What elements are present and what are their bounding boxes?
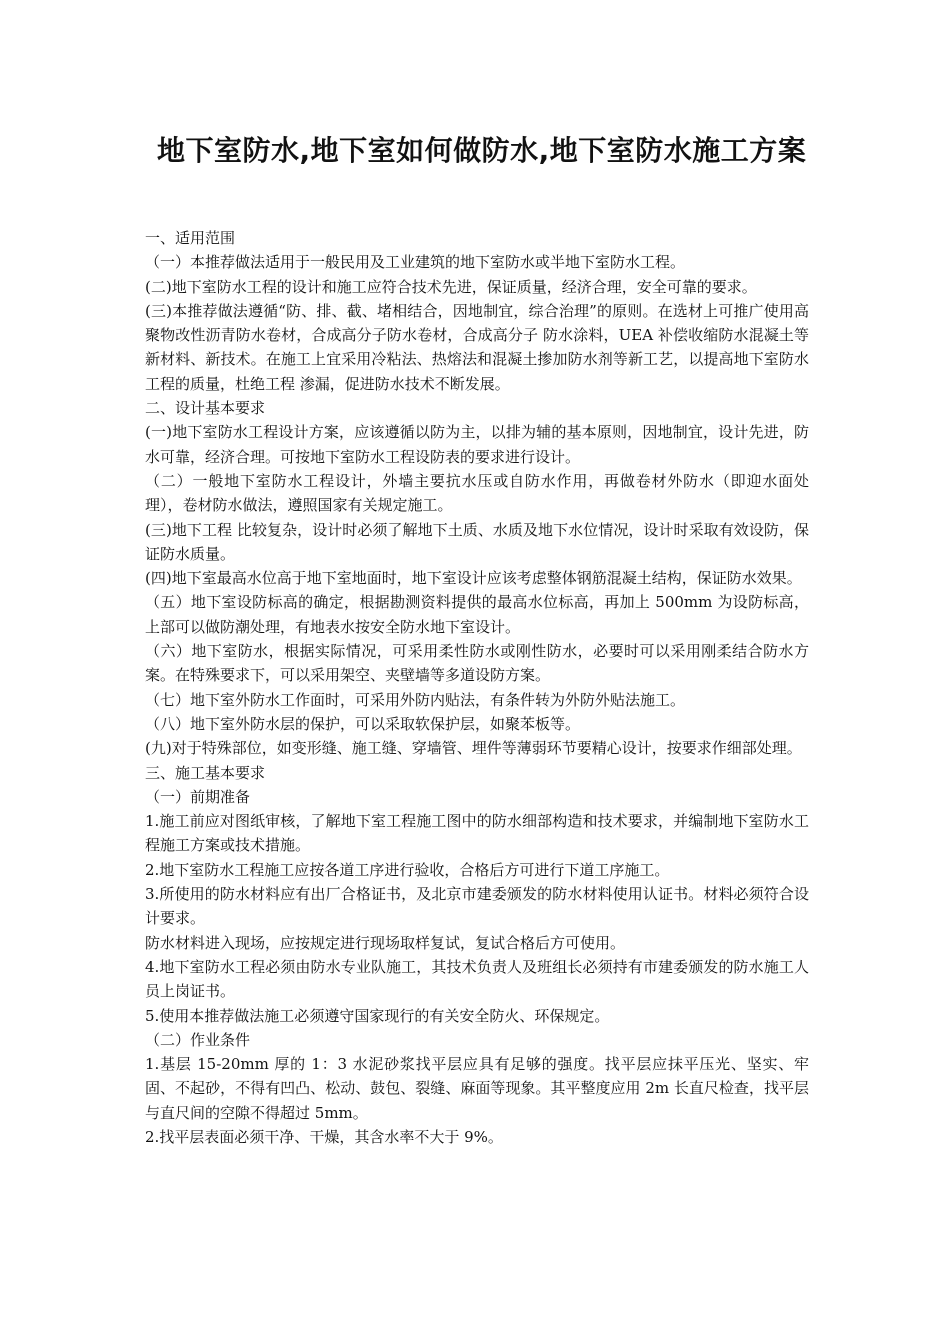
paragraph: (一)地下室防水工程设计方案，应该遵循以防为主，以排为辅的基本原则，因地制宜，设计先进，防水可靠，经济合理。可按地下室防水工程设防表的要求进行设计。 <box>145 423 809 466</box>
paragraph: (三)本推荐做法遵循“防、排、截、堵相结合，因地制宜，综合治理”的原则。在选材上可推广使用高聚物改性沥青防水卷材，合成高分子防水卷材，合成高分子 防水涂料，UEA 补偿收缩防水混凝土等新材料、新技术。在施工上宜采用冷粘法、热熔法和混凝土掺加防水剂等新工艺，以提高地下室防水工程的质量，杜绝工程 渗漏，促进防水技术不断发展。 <box>145 301 809 393</box>
paragraph: 防水材料进入现场，应按规定进行现场取样复试，复试合格后方可使用。 <box>145 933 626 952</box>
section-heading-design: 二、设计基本要求 <box>145 399 266 418</box>
paragraph: （七）地下室外防水工作面时，可采用外防内贴法，有条件转为外防外贴法施工。 <box>145 690 686 709</box>
document-title: 地下室防水,地下室如何做防水,地下室防水施工方案 <box>157 134 807 167</box>
subsection-heading-preparation: （一）前期准备 <box>145 787 251 806</box>
paragraph: （六）地下室防水，根据实际情况，可采用柔性防水或刚性防水，必要时可以采用刚柔结合防水方案。在特殊要求下，可以采用架空、夹壁墙等多道设防方案。 <box>145 642 809 685</box>
paragraph: 4.地下室防水工程必须由防水专业队施工，其技术负责人及班组长必须持有市建委颁发的防水施工人员上岗证书。 <box>145 957 809 1001</box>
paragraph: 3.所使用的防水材料应有出厂合格证书，及北京市建委颁发的防水材料使用认证书。材料必须符合设计要求。 <box>145 885 809 928</box>
section-heading-construction: 三、施工基本要求 <box>145 763 266 782</box>
paragraph: （二）一般地下室防水工程设计，外墙主要抗水压或自防水作用，再做卷材外防水（即迎水面处理），卷材防水做法，遵照国家有关规定施工。 <box>145 471 809 515</box>
paragraph: 2.找平层表面必须干净、干燥，其含水率不大于 9%。 <box>145 1127 503 1146</box>
paragraph: (四)地下室最高水位高于地下室地面时，地下室设计应该考虑整体钢筋混凝土结构，保证防水效果。 <box>145 569 802 588</box>
paragraph: 1.施工前应对图纸审核，了解地下室工程施工图中的防水细部构造和技术要求，并编制地下室防水工程施工方案或技术措施。 <box>145 812 809 855</box>
paragraph: 2.地下室防水工程施工应按各道工序进行验收，合格后方可进行下道工序施工。 <box>145 860 670 879</box>
paragraph: （八）地下室外防水层的保护，可以采取软保护层，如聚苯板等。 <box>145 714 581 733</box>
paragraph: (三)地下工程 比较复杂，设计时必须了解地下土质、水质及地下水位情况，设计时采取有效设防，保证防水质量。 <box>145 520 809 563</box>
paragraph: (二)地下室防水工程的设计和施工应符合技术先进，保证质量，经济合理，安全可靠的要求。 <box>145 277 757 296</box>
paragraph: 5.使用本推荐做法施工必须遵守国家现行的有关安全防火、环保规定。 <box>145 1006 610 1025</box>
subsection-heading-conditions: （二）作业条件 <box>145 1030 251 1049</box>
paragraph: 1.基层 15-20mm 厚的 1：3 水泥砂浆找平层应具有足够的强度。找平层应抹平压光、坚实、牢固、不起砂，不得有凹凸、松动、鼓包、裂缝、麻面等现象。其平整度应用 2m 长直尺检查，找平层与直尺间的空隙不得超过 5mm。 <box>145 1055 809 1122</box>
section-heading-scope: 一、适用范围 <box>145 229 236 247</box>
paragraph: (九)对于特殊部位，如变形缝、施工缝、穿墙管、埋件等薄弱环节要精心设计，按要求作细部处理。 <box>145 739 802 758</box>
paragraph: （一）本推荐做法适用于一般民用及工业建筑的地下室防水或半地下室防水工程。 <box>145 253 686 272</box>
document-body <box>145 226 809 1149</box>
paragraph: （五）地下室设防标高的确定，根据勘测资料提供的最高水位标高，再加上 500mm 为设防标高，上部可以做防潮处理，有地表水按安全防水地下室设计。 <box>145 593 809 636</box>
